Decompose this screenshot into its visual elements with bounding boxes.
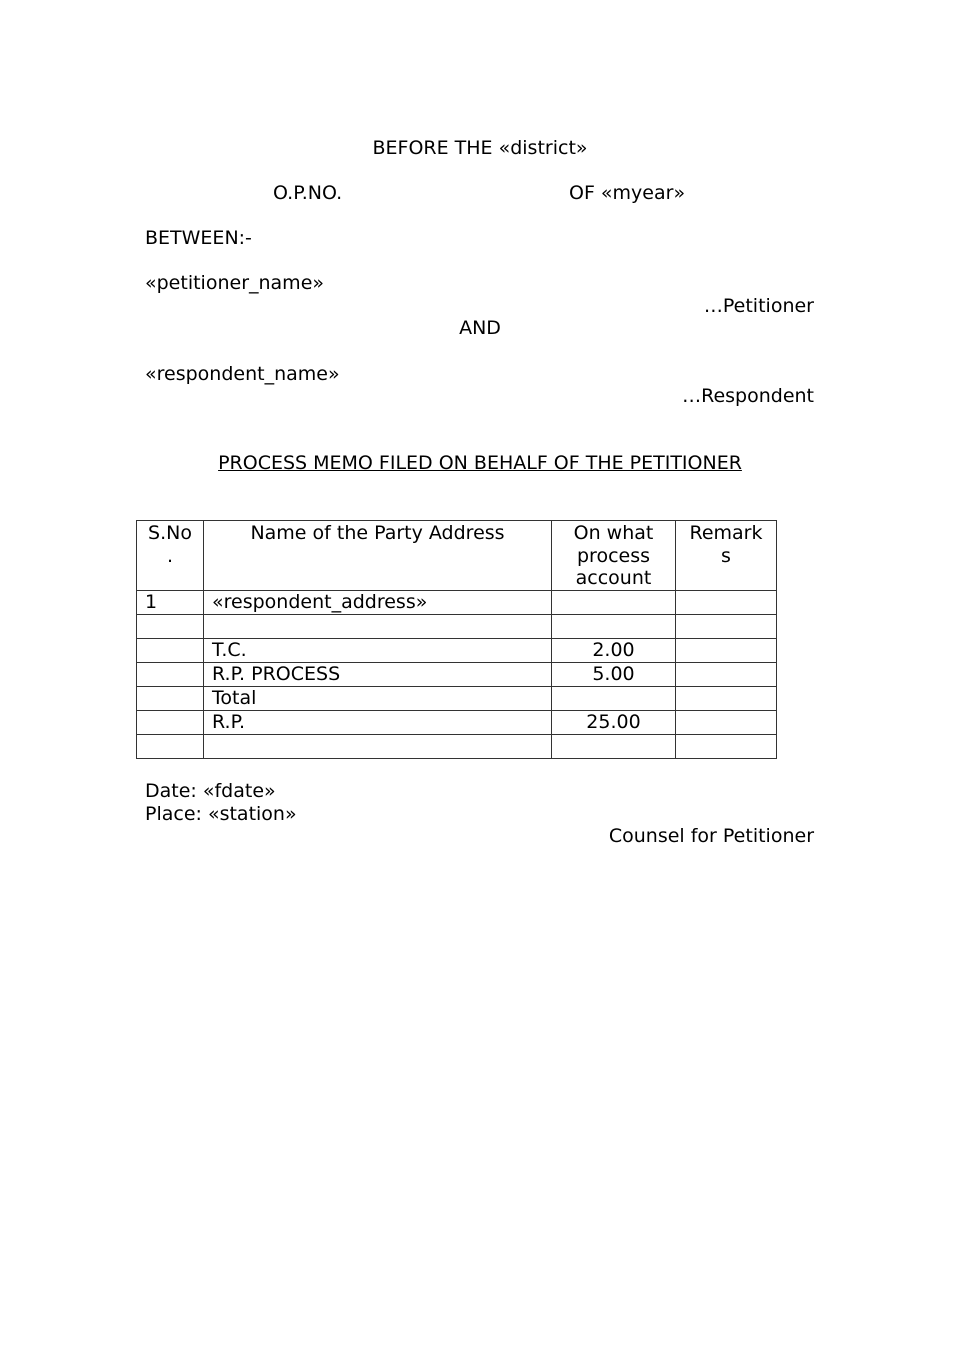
- cell-remarks: [676, 686, 777, 710]
- memo-title: PROCESS MEMO FILED ON BEHALF OF THE PETITIONER: [218, 452, 742, 474]
- cell-sno: [137, 662, 204, 686]
- cell-sno: [137, 734, 204, 758]
- cell-amount: [552, 686, 676, 710]
- header-process-account: On what process account: [552, 521, 676, 591]
- cell-amount: 2.00: [552, 638, 676, 662]
- cell-party: T.C.: [204, 638, 552, 662]
- table-row: [137, 614, 777, 638]
- cell-amount: 5.00: [552, 662, 676, 686]
- cell-sno: [137, 638, 204, 662]
- header-remarks: Remark s: [676, 521, 777, 591]
- table-row: [137, 590, 777, 614]
- between-label: BETWEEN:-: [145, 227, 252, 249]
- court-heading: BEFORE THE «district»: [372, 137, 588, 159]
- cell-party: [204, 614, 552, 638]
- table-row: [137, 710, 777, 734]
- cell-remarks: [676, 662, 777, 686]
- case-year-label: OF «myear»: [569, 182, 686, 204]
- cell-amount: [552, 590, 676, 614]
- cell-amount: [552, 614, 676, 638]
- op-number-label: O.P.NO.: [273, 182, 343, 204]
- cell-party: Total: [204, 686, 552, 710]
- cell-remarks: [676, 590, 777, 614]
- cell-remarks: [676, 614, 777, 638]
- cell-remarks: [676, 638, 777, 662]
- cell-remarks: [676, 710, 777, 734]
- cell-party: R.P.: [204, 710, 552, 734]
- header-sno: S.No .: [137, 521, 204, 591]
- table-header-row: [137, 521, 777, 591]
- cell-remarks: [676, 734, 777, 758]
- place-line: Place: «station»: [145, 803, 297, 825]
- cell-sno: [137, 686, 204, 710]
- date-line: Date: «fdate»: [145, 780, 276, 802]
- process-memo-table: [136, 520, 777, 759]
- cell-party: «respondent_address»: [204, 590, 552, 614]
- cell-sno: [137, 614, 204, 638]
- cell-party: [204, 734, 552, 758]
- table-row: [137, 662, 777, 686]
- table-row: [137, 638, 777, 662]
- table-row: [137, 686, 777, 710]
- cell-sno: 1: [137, 590, 204, 614]
- respondent-name: «respondent_name»: [145, 363, 340, 385]
- respondent-role: …Respondent: [682, 385, 814, 407]
- cell-party: R.P. PROCESS: [204, 662, 552, 686]
- table-row: [137, 734, 777, 758]
- and-separator: AND: [459, 317, 501, 339]
- petitioner-role: …Petitioner: [703, 295, 814, 317]
- cell-amount: [552, 734, 676, 758]
- cell-amount: 25.00: [552, 710, 676, 734]
- cell-sno: [137, 710, 204, 734]
- header-party-address: Name of the Party Address: [204, 521, 552, 591]
- petitioner-name: «petitioner_name»: [145, 272, 325, 294]
- counsel-signature: Counsel for Petitioner: [608, 825, 814, 847]
